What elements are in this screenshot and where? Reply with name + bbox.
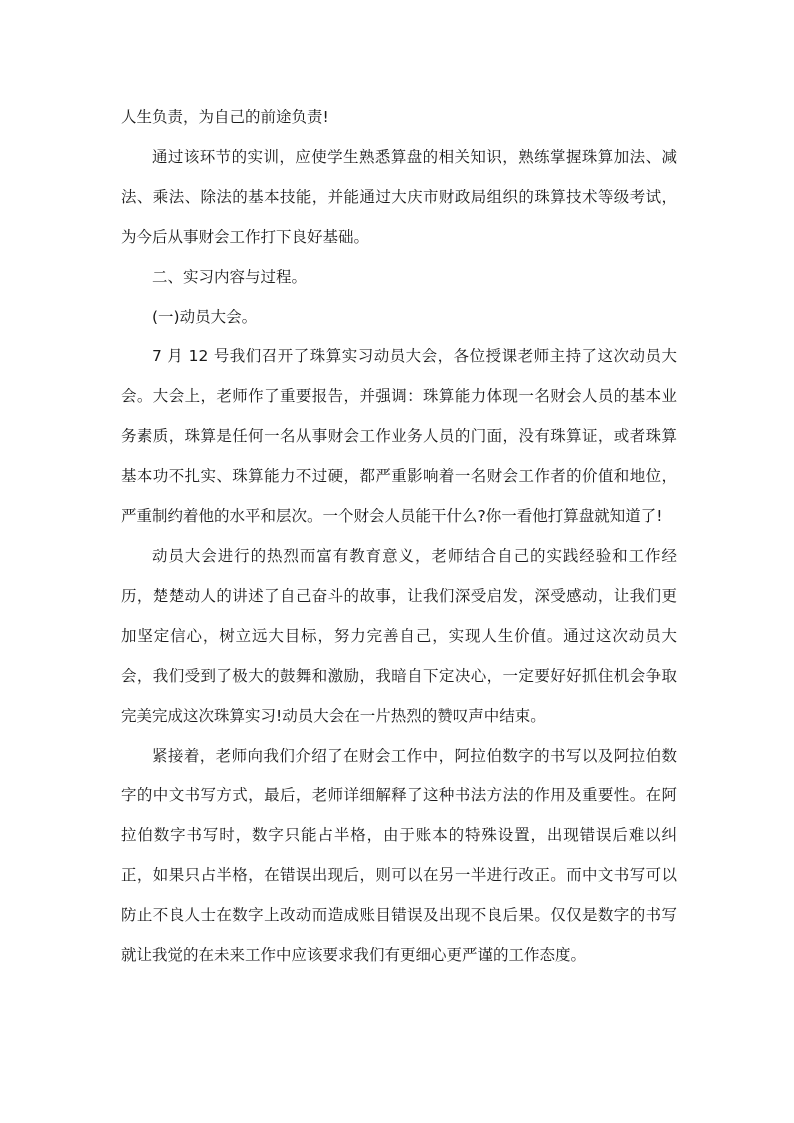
document-body — [121, 98, 677, 976]
paragraph-meeting-atmosphere: 动员大会进行的热烈而富有教育意义，老师结合自己的实践经验和工作经历，楚楚动人的讲述了自己奋斗的故事，让我们深受启发，深受感动，让我们更加坚定信心，树立远大目标，努力完善自己，实现人生价值。通过这次动员大会，我们受到了极大的鼓舞和激励，我暗自下定决心，一定要好好抓住机会争取完美完成这次珠算实习!动员大会在一片热烈的赞叹声中结束。 — [121, 546, 677, 725]
section-heading-content-process: 二、实习内容与过程。 — [152, 267, 308, 286]
paragraph-mobilization-meeting: 7 月 12 号我们召开了珠算实习动员大会，各位授课老师主持了这次动员大会。大会上，老师作了重要报告，并强调：珠算能力体现一名财会人员的基本业务素质，珠算是任何一名从事财会工作业务人员的门面，没有珠算证，或者珠算基本功不扎实、珠算能力不过硬，都严重影响着一名财会工作者的价值和地位，严重制约着他的水平和层次。一个财会人员能干什么?你一看他打算盘就知道了! — [121, 347, 677, 526]
subsection-heading-mobilization: (一)动员大会。 — [152, 307, 258, 326]
paragraph-continuation: 人生负责，为自己的前途负责! — [121, 108, 329, 126]
paragraph-number-writing: 紧接着，老师向我们介绍了在财会工作中，阿拉伯数字的书写以及阿拉伯数字的中文书写方式，最后，老师详细解释了这种书法方法的作用及重要性。在阿拉伯数字书写时，数字只能占半格，由于账本的特殊设置，出现错误后难以纠正，如果只占半格，在错误出现后，则可以在另一半进行改正。而中文书写可以防止不良人士在数字上改动而造成账目错误及出现不良后果。仅仅是数字的书写就让我觉的在未来工作中应该要求我们有更细心更严谨的工作态度。 — [121, 746, 677, 965]
paragraph-training-goal: 通过该环节的实训，应使学生熟悉算盘的相关知识，熟练掌握珠算加法、减法、乘法、除法的基本技能，并能通过大庆市财政局组织的珠算技术等级考试，为今后从事财会工作打下良好基础。 — [121, 147, 677, 246]
